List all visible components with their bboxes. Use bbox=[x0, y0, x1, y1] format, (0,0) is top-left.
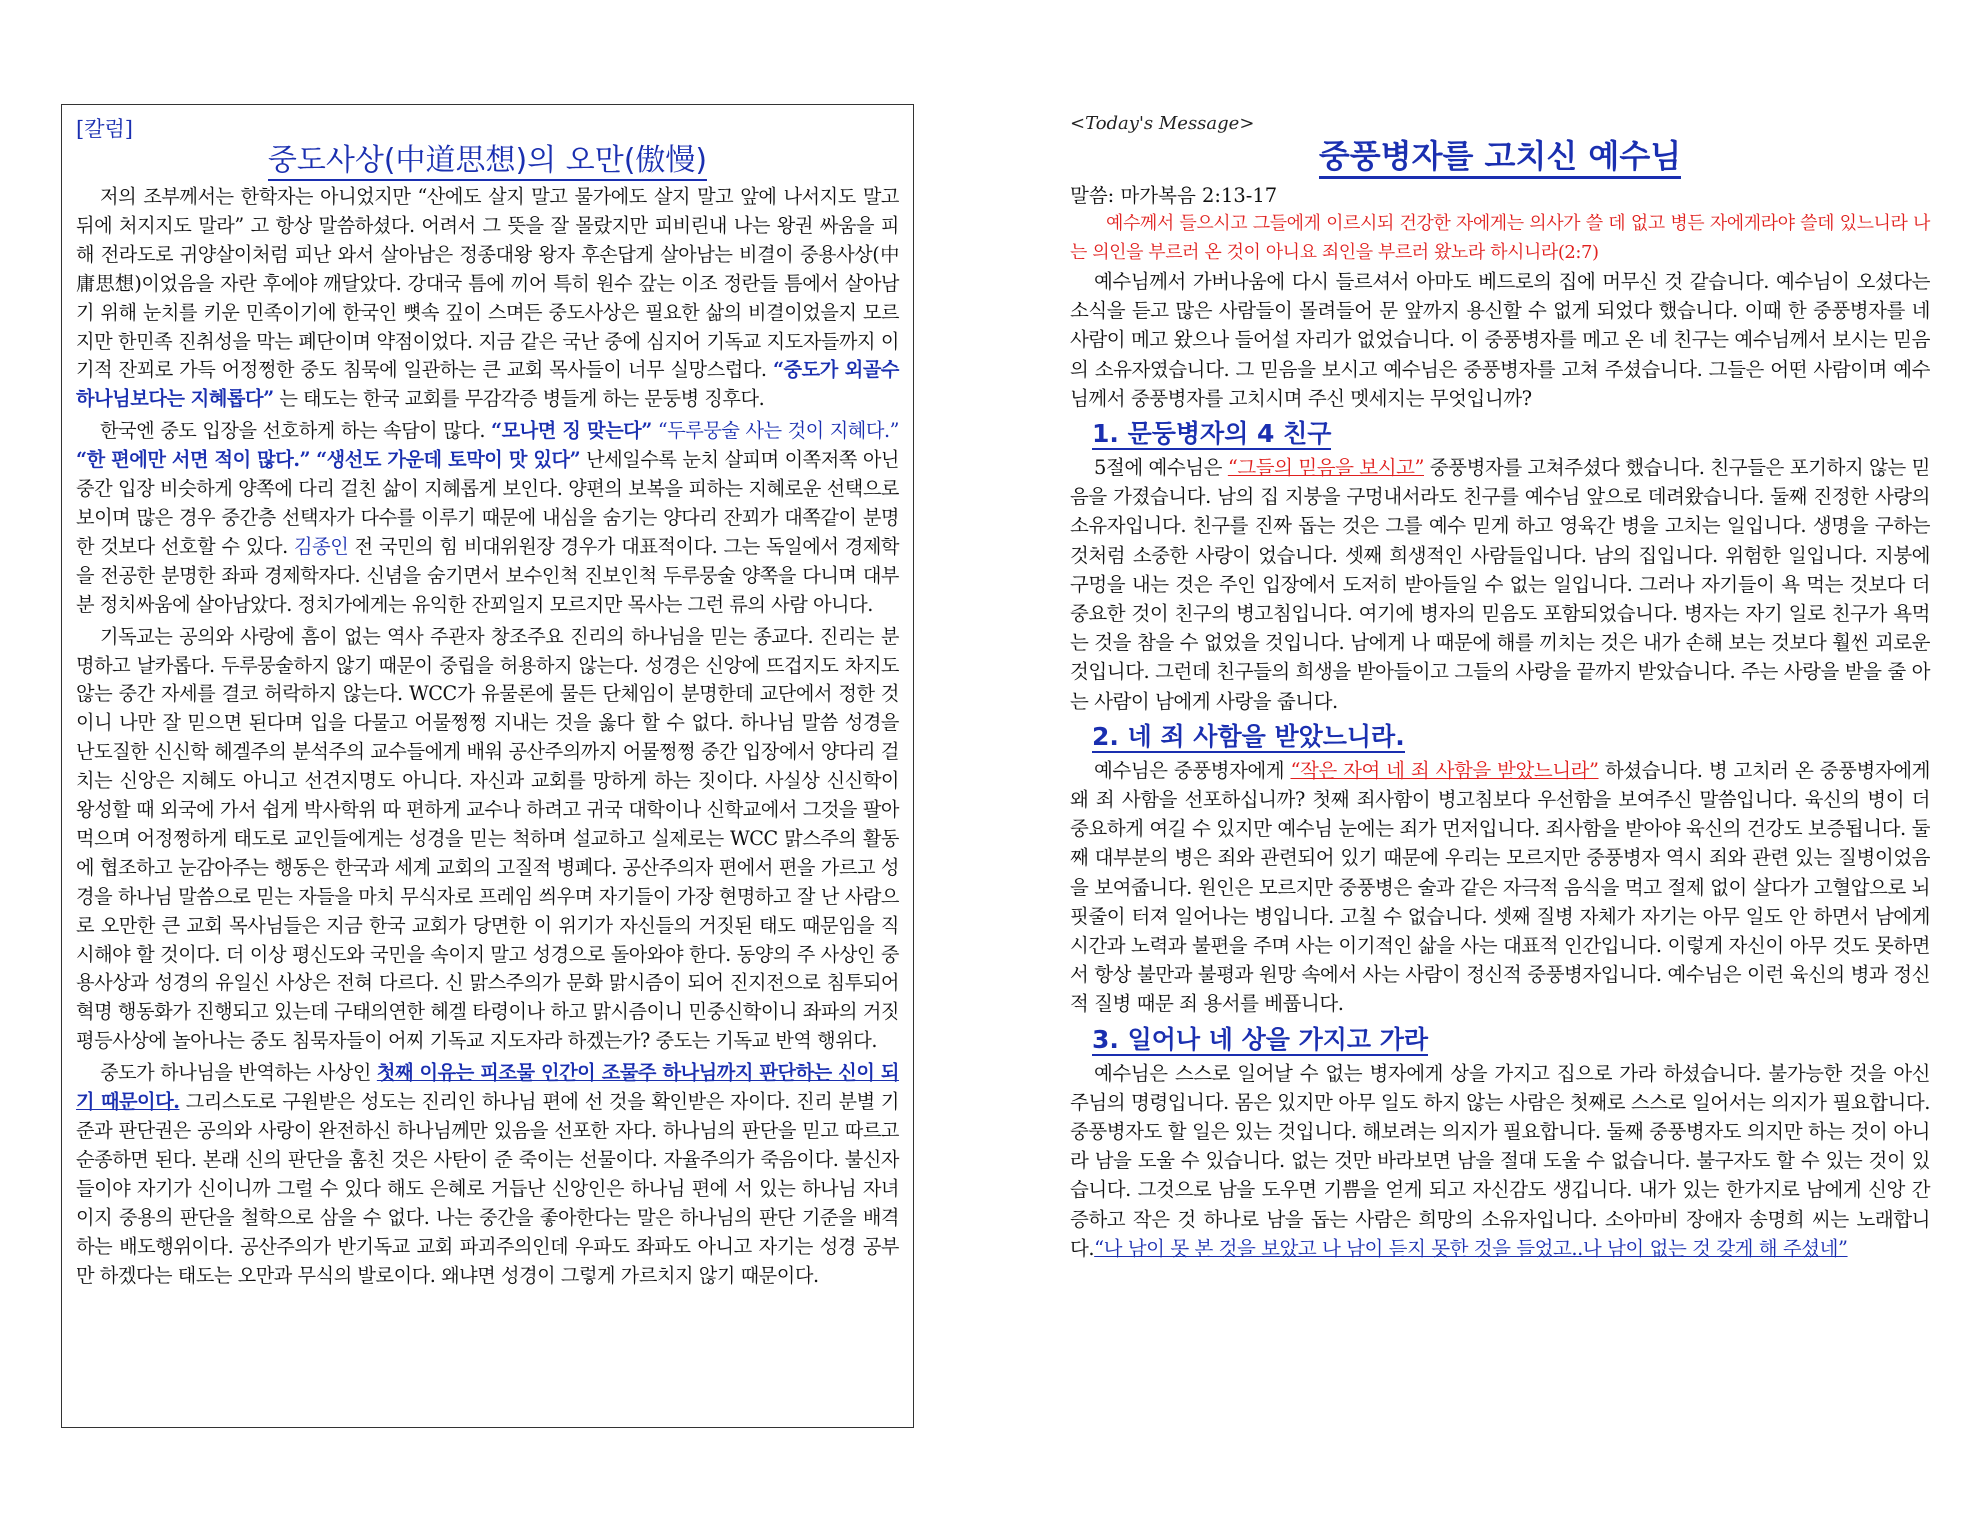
proverb-quote: “두루뭉술 사는 것이 지혜다.” bbox=[657, 419, 899, 443]
column-title: 중도사상(中道思想)의 오만(傲慢) bbox=[76, 143, 899, 179]
person-name-highlight: 김종인 bbox=[294, 534, 349, 558]
column-label: [칼럼] bbox=[76, 117, 133, 141]
message-column bbox=[1070, 112, 1930, 1263]
proverb-quote: “모나면 징 맞는다” bbox=[490, 419, 652, 443]
proverb-quote: “생선도 가운데 토막이 맛 있다” bbox=[316, 448, 581, 472]
song-quote: “나 남이 못 본 것을 보았고 나 남이 듣지 못한 것을 들었고..나 남이 없는 것 갖게 해 주셨네” bbox=[1094, 1236, 1848, 1260]
column-paragraph-2: 한국엔 중도 입장을 선호하게 하는 속담이 많다. “모나면 징 맞는다” “두루뭉술 사는 것이 지혜다.” “한 편에만 서면 적이 많다.” “생선도 가운데 토막이 맛 있다” 난세일수록 눈치 살피며 이쪽저쪽 아닌 중간 입장 비슷하게 양쪽에 다리 걸친 삶이 지혜롭게 보인다. 양편의 보복을 피하는 지혜로운 선택으로 보이며 많은 경우 중간층 선택자가 다수를 이루기 때문에 내심을 숨기는 양다리 잔꾀가 대쪽같이 분명한 것보다 선호할 수 있다. 김종인 전 국민의 힘 비대위원장 경우가 대표적이다. 그는 독일에서 경제학을 전공한 분명한 좌파 경제학자다. 신념을 숨기면서 보수인척 진보인척 두루뭉술 양쪽을 다니며 대부분 정치싸움에 살아남았다. 정치가에게는 유익한 잔꾀일지 모르지만 목사는 그런 류의 사람 아니다. bbox=[76, 419, 899, 616]
section-heading-2: 2. 네 죄 사함을 받았느니라. bbox=[1092, 721, 1405, 751]
todays-message-tag: <Today's Message> bbox=[1070, 113, 1255, 134]
section-2-body: 예수님은 중풍병자에게 “작은 자여 네 죄 사함을 받았느니라” 하셨습니다. 병 고치러 온 중풍병자에게 왜 죄 사함을 선포하십니까? 첫째 죄사함이 병고침보다 우선함을 보여주신 말씀입니다. 육신의 병이 더 중요하게 여길 수 있지만 예수님 눈에는 죄가 먼저입니다. 죄사함을 받아야 육신의 건강도 보증됩니다. 둘째 대부분의 병은 죄와 관련되어 있기 때문에 우리는 모르지만 중풍병자 역시 죄와 관련 있는 질병이었음을 보여줍니다. 원인은 모르지만 중풍병은 술과 같은 자극적 음식을 먹고 절제 없이 살다가 고혈압으로 뇌 핏줄이 터져 일어나는 병입니다. 고칠 수 없습니다. 셋째 질병 자체가 자기는 아무 일도 안 하면서 남에게 시간과 노력과 불편을 주며 사는 이기적인 삶을 사는 대표적 인간입니다. 이렇게 자신이 아무 것도 못하면서 항상 불만과 불평과 원망 속에서 사는 사람이 정신적 중풍병자입니다. 예수님은 이런 육신의 병과 정신적 질병 때문 죄 용서를 베풉니다. bbox=[1070, 758, 1931, 1016]
section-heading-3: 3. 일어나 네 상을 가지고 가라 bbox=[1092, 1024, 1429, 1054]
key-verse: 예수께서 들으시고 그들에게 이르시되 건강한 자에게는 의사가 쓸 데 없고 병든 자에게라야 쓸데 있느니라 나는 의인을 부르러 온 것이 아니요 죄인을 부르러 왔노라 하시니라(2:7) bbox=[1070, 213, 1930, 263]
verse-quote: “작은 자여 네 죄 사함을 받았느니라” bbox=[1290, 758, 1599, 782]
section-3-body: 예수님은 스스로 일어날 수 없는 병자에게 상을 가지고 집으로 가라 하셨습니다. 불가능한 것을 아신 주님의 명령입니다. 몸은 있지만 아무 일도 하지 않는 사람은 첫째로 스스로 일어서는 의지가 필요합니다. 중풍병자도 할 일은 있는 것입니다. 해보려는 의지가 필요합니다. 둘째 중풍병자도 의지만 하는 것이 아니라 남을 도울 수 있습니다. 없는 것만 바라보면 남을 절대 도울 수 없습니다. 불구자도 할 수 있는 것이 있습니다. 그것으로 남을 도우면 기쁨을 얻게 되고 자신감도 생깁니다. 내가 있는 한가지로 남에게 신앙 간증하고 작은 것 하나로 남을 돕는 사람은 희망의 소유자입니다. 소아마비 장애자 송명희 씨는 노래합니다.“나 남이 못 본 것을 보았고 나 남이 듣지 못한 것을 들었고..나 남이 없는 것 갖게 해 주셨네” bbox=[1070, 1061, 1931, 1260]
column-paragraph-4: 중도가 하나님을 반역하는 사상인 첫째 이유는 피조물 인간이 조물주 하나님까지 판단하는 신이 되기 때문이다. 그리스도로 구원받은 성도는 진리인 하나님 편에 선 것을 확인받은 자이다. 진리 분별 기준과 판단권은 공의와 사랑이 완전하신 하나님께만 있음을 선포한 자다. 하나님의 판단을 믿고 따르고 순종하면 된다. 본래 신의 판단을 훔친 것은 사탄이 준 죽이는 선물이다. 자율주의가 죽음이다. 불신자들이야 자기가 신이니까 그럴 수 있다 해도 은혜로 거듭난 신앙인은 하나님 편에 서 있는 하나님 자녀이지 중용의 판단을 철학으로 삼을 수 없다. 나는 중간을 좋아한다는 말은 하나님의 판단 기준을 배격하는 배도행위이다. 공산주의가 반기독교 교회 파괴주의인데 우파도 좌파도 아니고 자기는 성경 공부만 하겠다는 태도는 오만과 무식의 발로이다. 왜냐면 성경이 그렇게 가르치지 않기 때문이다. bbox=[76, 1061, 900, 1287]
column-article-box bbox=[61, 104, 914, 1428]
proverb-quote: “한 편에만 서면 적이 많다.” bbox=[76, 448, 311, 472]
verse-quote: “그들의 믿음을 보시고” bbox=[1227, 456, 1424, 480]
column-paragraph-3: 기독교는 공의와 사랑에 흠이 없는 역사 주관자 창조주요 진리의 하나님을 믿는 종교다. 진리는 분명하고 날카롭다. 두루뭉술하지 않기 때문이 중립을 허용하지 않는다. 성경은 신앙에 뜨겁지도 차지도 않는 중간 자세를 결코 허락하지 않는다. WCC가 유물론에 물든 단체임이 분명한데 교단에서 정한 것이니 나만 잘 믿으면 된다며 입을 다물고 어물쩡쩡 지내는 것을 옳다 할 수 없다. 하나님 말씀 성경을 난도질한 신신학 헤겔주의 분석주의 교수들에게 배워 공산주의까지 어물쩡쩡 중간 입장에서 양다리 걸치는 신앙은 지혜도 아니고 선견지명도 아니다. 자신과 교회를 망하게 하는 짓이다. 사실상 신신학이 왕성할 때 외국에 가서 쉽게 박사학위 따 편하게 교수나 하려고 귀국 대학이나 신학교에서 그것을 팔아먹으며 어정쩡하게 태도로 교인들에게는 성경을 믿는 척하며 설교하고 실제로는 WCC 맑스주의 활동에 협조하고 눈감아주는 행동은 한국과 세계 교회의 고질적 병폐다. 공산주의자 편에서 편을 가르고 성경을 하나님 말씀으로 믿는 자들을 마치 무식자로 프레임 씌우며 자기들이 가장 현명하고 잘 난 사람으로 오만한 큰 교회 목사님들은 지금 한국 교회가 당면한 이 위기가 자신들의 거짓된 태도 때문임을 직시해야 할 것이다. 더 이상 평신도와 국민을 속이지 말고 성경으로 돌아와야 한다. 동양의 주 사상인 중용사상과 성경의 유일신 사상은 전혀 다르다. 신 맑스주의가 문화 맑시즘이 되어 진지전으로 침투되어 혁명 행동화가 진행되고 있는데 구태의연한 헤겔 타령이나 하고 맑시즘이니 민중신학이니 좌파의 거짓 평등사상에 놀아나는 중도 침묵자들이 어찌 기독교 지도자라 하겠는가? 중도는 기독교 반역 행위다. bbox=[76, 624, 899, 1053]
column-paragraph-1: 저의 조부께서는 한학자는 아니었지만 “산에도 살지 말고 물가에도 살지 말고 앞에 나서지도 말고 뒤에 처지지도 말라” 고 항상 말씀하셨다. 어려서 그 뜻을 잘 몰랐지만 피비린내 나는 왕권 싸움을 피해 전라도로 귀양살이처럼 피난 와서 살아남은 정종대왕 왕자 후손답게 살아남는 비결이 중용사상(中庸思想)이었음을 자란 후에야 깨달았다. 강대국 틈에 끼어 특히 원수 갚는 이조 정란들 틈에서 살아남기 위해 눈치를 키운 민족이기에 한국인 뼛속 깊이 스며든 중도사상은 필요한 삶의 비결이었을지 모르지만 한민족 진취성을 막는 폐단이며 약점이었다. 지금 같은 국난 중에 심지어 기독교 지도자들까지 이기적 잔꾀로 가득 어정쩡한 중도 침묵에 일관하는 큰 교회 목사들이 너무 실망스럽다. “중도가 외골수 하나님보다는 지혜롭다” 는 태도는 한국 교회를 무감각증 병들게 하는 문둥병 징후다. bbox=[76, 185, 899, 411]
quote-highlight: “중도가 외골수 하나님보다는 지혜롭다” bbox=[76, 358, 899, 411]
message-intro: 예수님께서 가버나움에 다시 들르셔서 아마도 베드로의 집에 머무신 것 같습니다. 예수님이 오셨다는 소식을 듣고 많은 사람들이 몰려들어 문 앞까지 용신할 수 없게 되었다 했습니다. 이때 한 중풍병자를 네 사람이 메고 왔으나 들어설 자리가 없었습니다. 이 중풍병자를 메고 온 네 친구는 예수님께서 보시는 믿음의 소유자였습니다. 그 믿음을 보시고 예수님은 중풍병자를 고쳐 주셨습니다. 그들은 어떤 사람이며 예수님께서 중풍병자를 고치시며 주신 멧세지는 무엇입니까? bbox=[1070, 270, 1930, 410]
message-title: 중풍병자를 고치신 예수님 bbox=[1070, 136, 1930, 176]
section-1-body: 5절에 예수님은 “그들의 믿음을 보시고” 중풍병자를 고쳐주셨다 했습니다. 친구들은 포기하지 않는 믿음을 가졌습니다. 남의 집 지붕을 구멍내서라도 친구를 예수님 앞으로 데려왔습니다. 둘째 진정한 사랑의 소유자입니다. 친구를 진짜 돕는 것은 그를 예수 믿게 하고 영육간 병을 고치는 일입니다. 생명을 구하는 것처럼 소중한 사랑이 었습니다. 셋째 희생적인 사람들입니다. 남의 집입니다. 위험한 일입니다. 지붕에 구멍을 내는 것은 주인 입장에서 도저히 받아들일 수 없는 일입니다. 그러나 자기들이 욕 먹는 것보다 더 중요한 것이 친구의 병고침입니다. 여기에 병자의 믿음도 포함되었습니다. 병자는 자기 일로 친구가 욕먹는 것을 참을 수 없었을 것입니다. 남에게 나 때문에 해를 끼치는 것은 내가 손해 보는 것보다 훨씬 괴로운 것입니다. 그런데 친구들의 희생을 받아들이고 그들의 사랑을 끝까지 받았습니다. 주는 사랑을 받을 줄 아는 사람이 남에게 사랑을 줍니다. bbox=[1070, 456, 1931, 713]
scripture-reference: 말씀: 마가복음 2:13-17 bbox=[1070, 184, 1278, 207]
reason-highlight: 첫째 이유는 피조물 인간이 조물주 하나님까지 판단하는 신이 되기 때문이다. bbox=[76, 1061, 900, 1114]
section-heading-1: 1. 문둥병자의 4 친구 bbox=[1092, 419, 1332, 449]
